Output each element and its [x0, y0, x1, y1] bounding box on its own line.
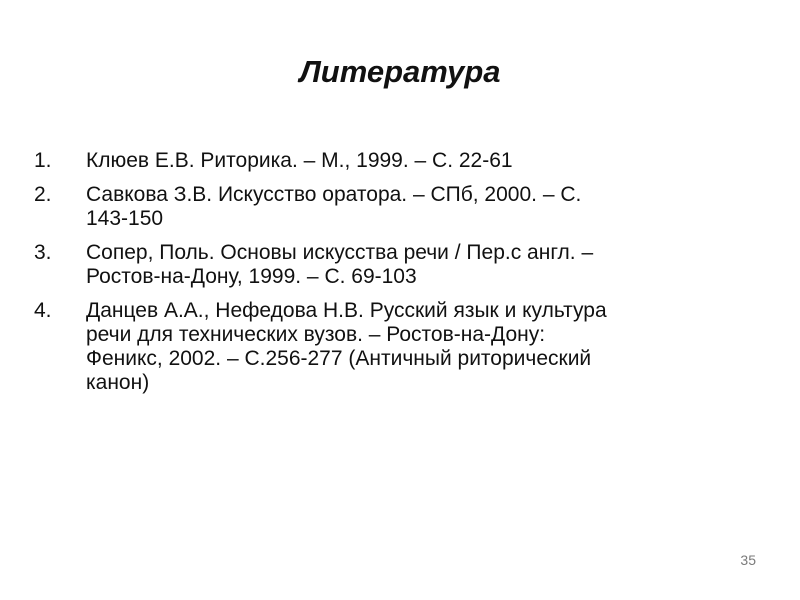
- reference-text: [86, 299, 764, 395]
- reference-item: [34, 299, 764, 395]
- slide-title: Литература: [299, 54, 501, 89]
- reference-line: Данцев А.А., Нефедова Н.В. Русский язык и культура: [86, 299, 607, 322]
- reference-line: речи для технических вузов. – Ростов-на-Дону:: [86, 323, 546, 346]
- reference-number: 1.: [34, 149, 52, 172]
- reference-number: 4.: [34, 299, 52, 322]
- reference-list: [34, 149, 764, 405]
- reference-line: канон): [86, 371, 150, 394]
- reference-line: Ростов-на-Дону, 1999. – С. 69-103: [86, 265, 417, 288]
- reference-text: [86, 241, 764, 289]
- reference-line: Савкова З.В. Искусство оратора. – СПб, 2000. – С.: [86, 183, 582, 206]
- reference-text: [86, 183, 764, 231]
- reference-line: Феникс, 2002. – С.256-277 (Античный риторический: [86, 347, 592, 370]
- page-number: 35: [740, 552, 756, 568]
- reference-line: Сопер, Поль. Основы искусства речи / Пер.с англ. –: [86, 241, 594, 264]
- reference-item: [34, 183, 764, 231]
- reference-line: Клюев Е.В. Риторика. – М., 1999. – С. 22-61: [86, 149, 513, 172]
- reference-number: 2.: [34, 183, 52, 206]
- reference-item: [34, 241, 764, 289]
- reference-number: 3.: [34, 241, 52, 264]
- reference-item: [34, 149, 764, 173]
- reference-text: [86, 149, 764, 173]
- reference-line: 143-150: [86, 207, 164, 230]
